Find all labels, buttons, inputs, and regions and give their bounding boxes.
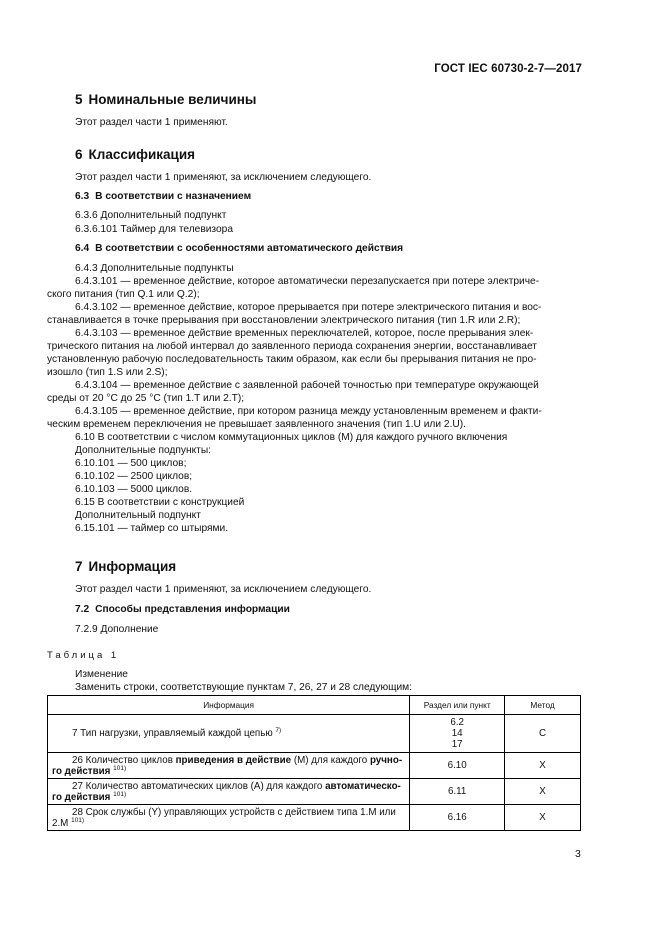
table-caption: Таблица 1 [47,650,120,661]
footnote-ref: 101) [71,816,85,824]
info-bold-text: го действия [52,765,111,777]
paragraph-line: 6.4.3.104 — временное действие с заявленной рабочей точностью при температуре окружающей [75,380,539,391]
column-header: Раздел или пункт [410,696,505,715]
section-ref: 6.2 [450,717,464,728]
info-text: 28 Срок службы (Y) управляющих устройств с действием типа 1.M или [72,806,396,818]
table-change-note: Изменение [75,669,128,680]
section-7-intro: Этот раздел части 1 применяют, за исключением следующего. [75,584,372,595]
table-row [48,805,581,831]
method-cell: C [505,715,581,753]
info-cell [48,715,410,753]
paragraph-line: 6.4.3.101 — временное действие, которое автоматически перезапускается при потере электриче- [75,276,540,287]
table-replace-note: Заменить строки, соответствующие пунктам 7, 26, 27 и 28 следующим: [75,682,413,693]
paragraph-line: установленную рабочую последовательность таким образом, как если бы прерывания питания не про- [47,354,537,365]
paragraph-line: 6.10.102 — 2500 циклов; [75,471,193,482]
paragraph-line: 6.10 В соответствии с числом коммутационных циклов (М) для каждого ручного включения [75,432,508,443]
section-cell: 6.11 [410,779,505,805]
paragraph-line: изошло (тип 1.S или 2.S); [47,367,168,378]
info-text: 7 Тип нагрузки, управляемый каждой цепью [72,728,273,739]
info-text: 26 Количество циклов [72,754,176,766]
section-cell: 6.16 [410,805,505,831]
paragraph: 7.2.9 Дополнение [75,624,159,635]
subsection-6-3-heading [75,191,251,202]
section-6-intro: Этот раздел части 1 применяют, за исключением следующего. [75,172,372,183]
info-bold-text: го действия [52,791,111,803]
section-cell: 6.10 [410,753,505,779]
info-cell [48,753,410,779]
section-number: 7 [75,559,83,574]
paragraph-line: 6.4.3.103 — временное действие временных переключателей, которое, после прерывания элек- [75,328,534,339]
subsection-title: Способы представления информации [95,604,290,615]
subsection-number: 6.4 [75,243,90,254]
footnote-ref: 7) [275,727,282,734]
section-ref: 14 [451,728,463,739]
paragraph-line: станавливается в точке прерывания при восстановлении электрического питания (тип 1.R или 2.R); [47,315,521,326]
info-bold-text: приведения в действие [175,754,292,766]
page-number: 3 [575,848,581,860]
section-title: Классификация [88,147,196,162]
info-bold-text: ручно- [369,754,403,766]
footnote-ref: 101) [113,790,127,798]
subsection-7-2-heading [75,604,290,615]
paragraph-line: Дополнительный подпункт [75,510,201,521]
paragraph-line: ского питания (тип Q.1 или Q.2); [47,289,200,300]
method-cell: X [505,779,581,805]
section-number: 5 [75,92,83,107]
paragraph-line: 6.15 В соответствии с конструкцией [75,497,245,508]
info-cell [48,779,410,805]
paragraph-line: 6.10.101 — 500 циклов; [75,458,187,469]
section-6-heading [75,147,195,162]
section-5-heading [75,92,256,107]
subsection-6-4-heading [75,243,403,254]
subsection-title: В соответствии с назначением [95,191,252,202]
section-5-text: Этот раздел части 1 применяют. [75,117,228,128]
paragraph-line: 6.15.101 — таймер со штырями. [75,523,229,534]
footnote-ref: 101) [113,764,127,772]
table-row [48,753,581,779]
section-7-heading [75,559,176,574]
subsection-number: 6.3 [75,191,90,202]
standard-header: ГОСТ IEC 60730-2-7—2017 [434,63,582,75]
method-cell: X [505,805,581,831]
table-row [48,779,581,805]
section-title: Номинальные величины [88,92,257,107]
subsection-title: В соответствии с особенностями автоматического действия [95,243,404,254]
table-row [48,715,581,753]
info-text: (М) для каждого [291,754,370,766]
paragraph-line: ческим временем переключения не превышает заявленного значения (тип 1.U или 2.U). [47,419,466,430]
section-number: 6 [75,147,83,162]
paragraph-line: 6.10.103 — 5000 циклов. [75,484,193,495]
table-header-row [48,696,581,715]
subsection-number: 7.2 [75,604,90,615]
section-cell [410,715,505,753]
paragraph-line: 6.4.3.102 — временное действие, которое прерывается при потере электрического питания и вос- [75,302,542,313]
section-ref: 17 [451,739,463,750]
info-cell [48,805,410,831]
section-title: Информация [88,559,177,574]
info-text: 27 Количество автоматических циклов (А) для каждого [72,780,326,792]
paragraph: 6.3.6 Дополнительный подпункт [75,210,227,221]
paragraph-line: 6.4.3.105 — временное действие, при котором разница между установленным временем и факти- [75,406,542,417]
paragraph-line: трического питания на любой интервал до заявленного периода сохранения энергии, восстанавливает [47,341,537,352]
information-table [47,695,581,831]
paragraph-line: 6.4.3 Дополнительные подпункты [75,263,234,274]
column-header: Информация [48,696,410,715]
info-bold-text: автоматическо- [325,780,401,792]
method-cell: X [505,753,581,779]
column-header: Метод [505,696,581,715]
paragraph: 6.3.6.101 Таймер для телевизора [75,224,233,235]
info-text: 2.M [52,817,69,829]
paragraph-line: среды от 20 °С до 25 °С (тип 1.T или 2.T); [47,393,245,404]
paragraph-line: Дополнительные подпункты: [75,445,212,456]
